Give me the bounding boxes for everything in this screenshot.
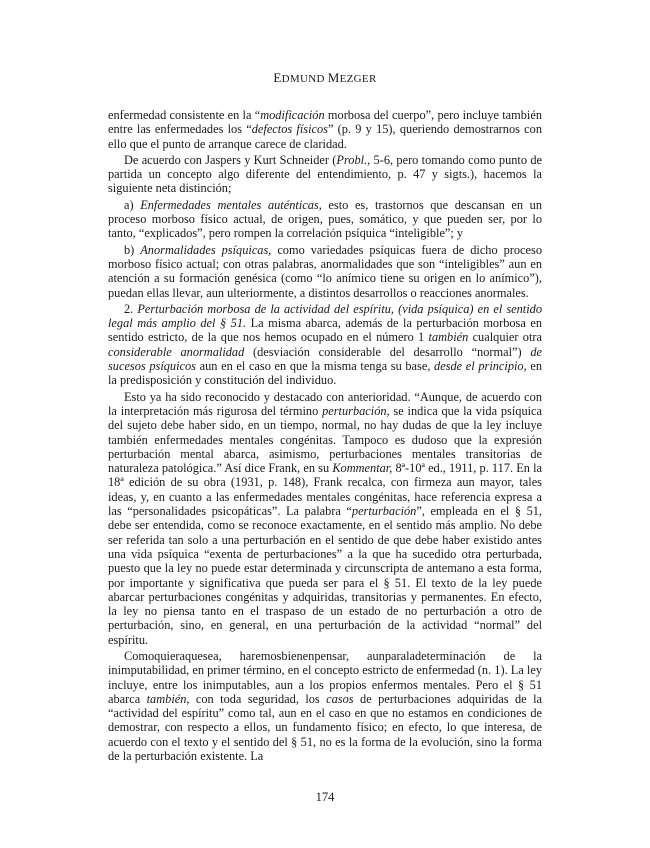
text-run: De acuerdo con Jaspers y Kurt Schneider ( (124, 152, 337, 167)
text-run: como variedades psíquicas fuera de dicho proceso morboso físico actual; con otras palabras, anormalidades que son “inteligibles” aun en atención a su formación genésica (como “lo anímico tiene su origen en lo anímico”), puedan ellas llevar, aun ulteriormente, a distintos desarrollos o reacciones anormales. (108, 242, 542, 300)
paragraph-5 (108, 390, 542, 647)
paragraph-0 (108, 108, 542, 151)
text-run: de perturbaciones adquiridas de la “actividad del espíritu” como tal, aun en el caso en que no estamos en condiciones de demostrar, con respecto a ellos, un fundamento físico; en efecto, lo que interesa, de acuerdo con el texto y el sentido del § 51, no es la forma de la evolución, sino la forma de la perturbación existente. La (108, 691, 542, 764)
italic-text: también, (146, 691, 190, 706)
header-initial-2: M (327, 70, 340, 85)
italic-text: desde el principio, (434, 359, 527, 374)
paragraph-2 (108, 198, 542, 241)
text-run: morbosa del cuerpo”, pero incluye también entre las enfermedades los “ (108, 108, 543, 137)
header-initial-1: E (273, 70, 282, 85)
body-text (108, 108, 542, 763)
paragraph-4 (108, 302, 542, 388)
text-run: (desviación considerable del desarrollo “normal”) (244, 344, 531, 359)
italic-text: Enfermedades mentales auténticas (140, 197, 319, 212)
text-run: en la predisposición y constitución del individuo. (108, 359, 542, 388)
italic-text: Perturbación morbosa de la actividad del espíritu, (vida psíquica) en el sentido legal más amplio del § 51. (108, 301, 542, 331)
text-run: , esto es, trastornos que descansan en un proceso morboso físico actual, de origen, pues, somático, y que pueden ser, por lo tanto, “explicados”, pero rompen la correlación psíquica “inteligible”; y (108, 197, 542, 241)
text-run: , 5-6, pero tomando como punto de partida un concepto algo diferente del entendimiento, p. 47 y sigts.), hacemos la siguiente neta distinción; (108, 152, 542, 196)
italic-text: Anormalidades psíquicas, (140, 242, 272, 257)
italic-text: de sucesos psíquicos (108, 344, 542, 374)
text-run: La misma abarca, además de la perturbación morbosa en sentido estricto, de la que nos hemos ocupado en el número 1 (108, 316, 542, 345)
page-number: 174 (315, 790, 335, 804)
text-run: se indica que la vida psíquica del sujeto debe haber sido, en un tiempo, normal, no hay dudas de que la ley incluye también enfermedades mentales congénitas. Tampoco es dudoso que la expresión perturbación mental abarca, asimismo, perturbaciones mentales transitorias de naturaleza patológica.” Así dice Frank, en su (108, 403, 542, 476)
text-run: 2. (124, 301, 138, 316)
italic-text: defectos físicos (251, 122, 328, 137)
text-run: ” (p. 9 y 15), queriendo demostrarnos con ello que el punto de arranque carece de claridad. (108, 122, 542, 151)
paragraph-6 (108, 649, 542, 763)
text-run: enfermedad consistente en la “ (108, 108, 261, 122)
paragraph-1 (108, 153, 542, 196)
text-run: Esto ya ha sido reconocido y destacado con anterioridad. “Aunque, de acuerdo con la interpretación más rigurosa del término (108, 389, 542, 418)
text-run: Comoquieraquesea, haremosbienenpensar, aunparaladeterminación de la inimputabilidad, en primer término, en el concepto estricto de enfermedad (n. 1). La ley incluye, entre los inimputables, aun a los propios enfermos mentales. Pero el § 51 abarca (108, 648, 542, 706)
running-header (0, 70, 650, 86)
text-run: cualquier otra (468, 330, 542, 345)
text-run: ”, empleada en el § 51, debe ser entendida, como se reconoce exactamente, en el sentido más amplio. No debe ser referida tan solo a una perturbación en el sentido de que debe haber existido antes una vida psíquica “exenta de perturbaciones” a la que ha sucedido otra perturbada, puesto que la ley no puede estar determinada y circunscripta de antemano a esta forma, por importante y significativa que pueda ser para el § 51. El texto de la ley puede abarcar perturbaciones congénitas y adquiridas, transitorias y permanentes. En efecto, la ley no piensa tanto en el traspaso de un estado de no perturbación a otro de perturbación, sino, en general, en una perturbación de la actividad “normal” del espíritu. (108, 504, 542, 647)
italic-text: casos (326, 691, 354, 706)
text-run: a) (124, 197, 141, 212)
italic-text: considerable anormalidad (108, 344, 245, 359)
text-run: 8ª-10ª ed., 1911, p. 117. En la 18ª edición de su obra (1931, p. 148), Frank recalca, con firmeza aun mayor, tales ideas, y, en cuanto a las enfermedades mentales congénitas, hace referencia expresa a las “personalidades psicopáticas”. La palabra “ (108, 461, 543, 519)
text-run: b) (124, 242, 141, 257)
italic-text: Kommentar, (332, 461, 393, 476)
paragraph-3 (108, 243, 542, 300)
text-run: con toda seguridad, los (189, 691, 327, 706)
italic-text: perturbación (351, 504, 417, 519)
italic-text: Probl. (336, 152, 368, 167)
text-run: aun en el caso en que la misma tenga su base, (196, 359, 435, 374)
header-rest-2: EZGER (339, 73, 377, 85)
italic-text: también (428, 330, 469, 345)
italic-text: modificación (260, 108, 325, 122)
italic-text: perturbación, (322, 403, 390, 418)
header-rest-1: DMUND (281, 73, 325, 85)
